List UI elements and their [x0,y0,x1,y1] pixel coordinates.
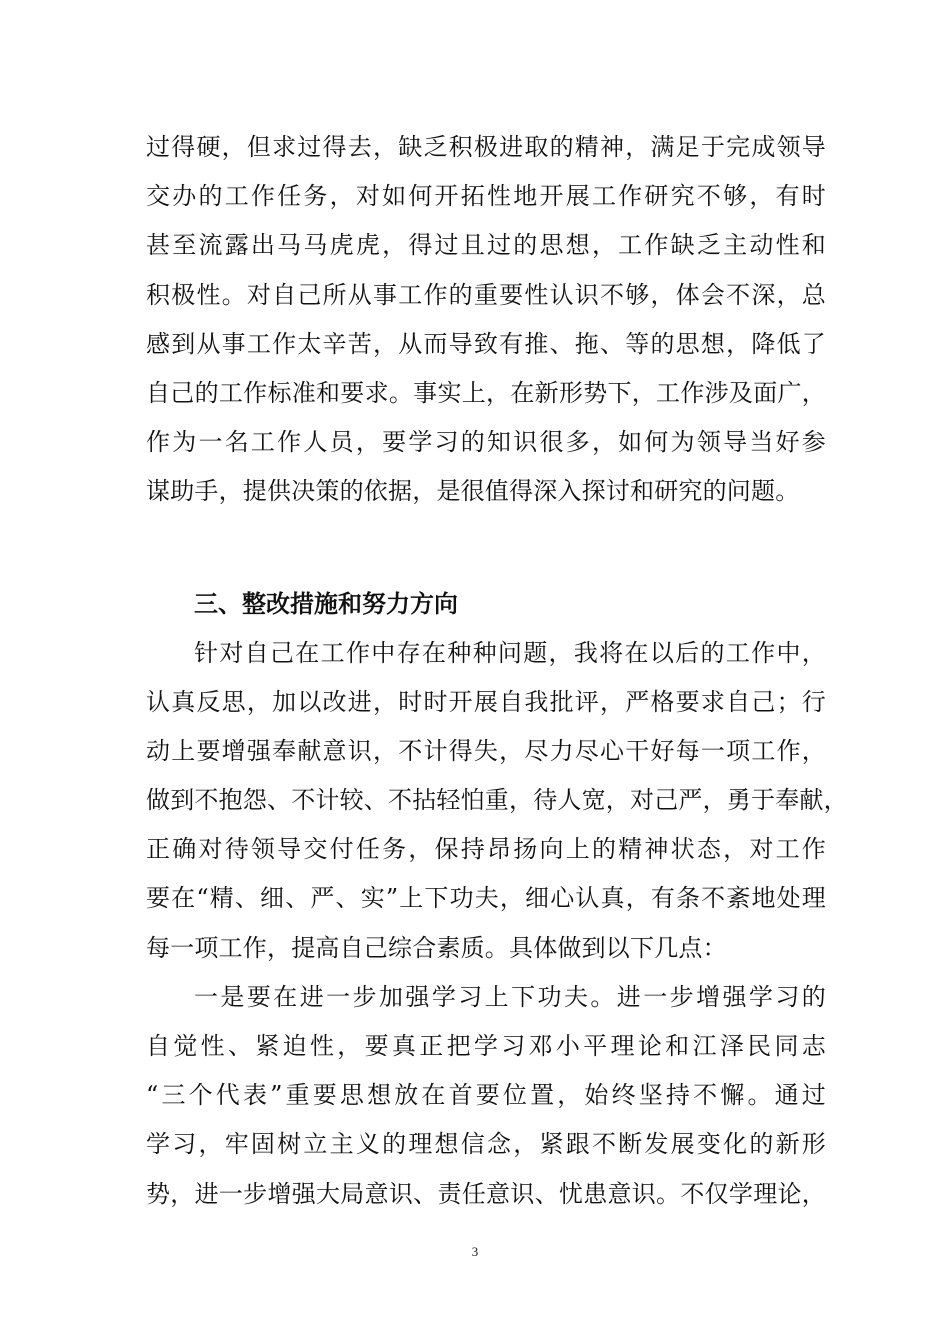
text-line: 谋助手，提供决策的依据，是很值得深入探讨和研究的问题。 [146,477,800,506]
text-line: 正确对待领导交付任务，保持昂扬向上的精神状态，对工作 [146,835,826,864]
text-line: 一是要在进一步加强学习上下功夫。进一步增强学习的 [194,982,826,1011]
page-number: 3 [471,1244,479,1259]
text-line: 交办的工作任务，对如何开拓性地开展工作研究不够，有时 [146,182,826,211]
text-line: 做到不抱怨、不计较、不拈轻怕重，待人宽，对己严，勇于奉献， [146,786,848,815]
text-line: 动上要增强奉献意识，不计得失，尽力尽心干好每一项工作， [146,736,826,765]
text-line: 作为一名工作人员，要学习的知识很多，如何为领导当好参 [146,428,826,457]
text-line: 自己的工作标准和要求。事实上，在新形势下，工作涉及面广， [146,378,826,407]
section-spacer [146,517,826,579]
text-line: 过得硬，但求过得去，缺乏积极进取的精神，满足于完成领导 [146,133,826,161]
text-line: 积极性。对自己所从事工作的重要性认识不够，体会不深，总 [146,280,826,309]
paragraph-two [146,629,848,973]
text-line: 要在“精、细、严、实”上下功夫，细心认真，有条不紊地处理 [146,884,826,913]
text-line: 甚至流露出马马虎虎，得过且过的思想，工作缺乏主动性和 [146,231,826,260]
text-line: 针对自己在工作中存在种种问题，我将在以后的工作中， [194,638,826,667]
section-heading: 三、整改措施和努力方向 [194,589,458,618]
text-line: 势，进一步增强大局意识、责任意识、忧患意识。不仅学理论， [146,1179,826,1208]
text-line: “三个代表”重要思想放在首要位置，始终坚持不懈。通过 [146,1081,826,1110]
text-line: 感到从事工作太辛苦，从而导致有推、拖、等的思想，降低了 [146,329,826,358]
paragraph-three [146,973,826,1219]
page-body [146,123,848,1219]
text-line: 每一项工作，提高自己综合素质。具体做到以下几点： [146,933,727,962]
section-one-text [146,123,826,517]
text-line: 学习，牢固树立主义的理想信念，紧跟不断发展变化的新形 [146,1130,826,1159]
text-line: 认真反思，加以改进，时时开展自我批评，严格要求自己；行 [146,687,826,716]
text-line: 自觉性、紧迫性，要真正把学习邓小平理论和江泽民同志 [146,1032,826,1060]
